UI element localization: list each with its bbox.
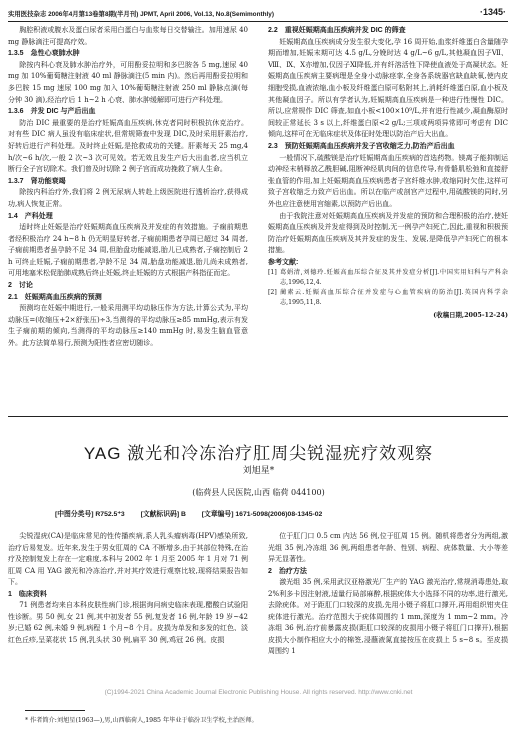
paragraph: 除按内科治疗外,我们将 2 例无尿病人转赴上级医院进行透析治疗,获得成功,病人恢复正常。 (8, 188, 248, 208)
section-heading: 2 讨论 (8, 282, 33, 290)
reference-text: 蔺素云.妊娠高血压综合征并发症与心血管疾病的防治[J].英国内科学杂志,1995,11,8. (280, 289, 508, 307)
reference-text: 葛娟清,刘德玲.妊娠高血压综合征及其并发症分析[J].中国实用妇科与产科杂志,1996,12,4. (280, 269, 508, 287)
article-title: YAG 激光和冷冻治疗肛周尖锐湿疣疗效观察 (83, 444, 434, 463)
paragraph: 预测均在妊娠中期进行,一般采用测平均动脉压作为方法,计算公式为,平均动脉压=(收缩压+2×舒张压)÷3,当测得的平均动脉压≥85 mmHg,表示有发生子痫前期的倾向,当测得的平均动脉压≥140 mmHg 时,易发生脑血管意外。此方法简单易行,预测为阳性者应密切随诊。 (8, 304, 248, 348)
paragraph: 除按内科心衰及肺水肿治疗外，可用酚妥拉明和多巴胺各 5 mg,速尿 40 mg 加 10%葡萄糖注射液 40 ml 静脉滴注(5 min 内)。然后再用酚妥拉明和多巴胺 15 mg 速尿 100 mg 加入 10%葡萄糖注射液 250 ml 静脉点滴(每分钟 30 滴),经治疗后 1 h~2 h 心衰、肺水肿缓解即可进行产科处理。 (8, 60, 248, 104)
right-column-article2 (268, 531, 508, 701)
paragraph: 位于肛门口 0.5 cm 内达 56 例,位于肛周 15 例。随机将患者分为两组,激光组 35 例,冷冻组 36 例,两组患者年龄、性别、病程、疣体数量、大小等差异无显著性。 (268, 532, 508, 563)
section-heading: 1.3.7 肾功能衰竭 (8, 177, 66, 185)
section-heading: 参考文献: (268, 258, 299, 266)
clc-code: [中图分类号] R752.5⁺3 (55, 511, 125, 518)
header-rule (8, 21, 508, 22)
copyright-watermark: (C)1994-2021 China Academic Journal Electronic Publishing House. All rights reserved. http://www.cnki.net (104, 689, 413, 696)
paragraph: 尖锐湿疣(CA)是临床常见的性传播疾病,系人乳头瘤病毒(HPV)感染所致,治疗后易复发。近年来,发生于男女肛周的 CA 不断增多,由于其部位特殊,在治疗及控制复发上存在一定难度,本科与 2002 年 1 月至 2005 年 1 月对 71 例肛周 CA 用 YAG 激光和冷冻治疗,并对其疗效进行观察比较,现将结果报告如下。 (8, 532, 248, 586)
paragraph: 71 例患者均来自本科皮肤性病门诊,根据询问病史临床表现,醋酸白试验阳性诊断。男 50 例,女 21 例,其中初发者 55 例,复发者 16 例,年龄 19 岁~42 岁;已婚 62 例,未婚 9 例,病程 1 个月~8 个月。皮损为单发和多发的红色、淡红色丘疹,呈菜花状 15 例,乳头状 30 例,扁平 30 例,鸡冠 26 例。皮损 (8, 601, 248, 644)
paragraph: 由于我院注意对妊娠期高血压疾病及并发症的预防和合理积极的治疗,使妊娠期高血压疾病及并发症得到及时控制,无一例孕产妇死亡,因此,重视和积极预防治疗妊娠期高血压疾病及其并发症的发生、发展,是降低孕产妇死亡的根本措施。 (268, 211, 508, 255)
section-heading: 2.1 妊娠期高血压疾病的预测 (8, 293, 102, 301)
footnote-rule (25, 710, 85, 711)
paragraph: 防治 DIC 最重要的是治疗妊娠高血压疾病,休克者同时积极抗休克治疗。对有些 DIC 病人虽没有临床症状,但常规筛查中发现 DIC,及时采用肝素治疗,好转后进行产科处理。及时终止妊娠,是抢救成功的关键。肝素每天 25 mg,4 h/次~6 h/次,一般 2 次~3 次可见效。若无效且发生产后大出血者,应当机立断行全子宫切除术。我们曾及时切除 2 例子宫而成功挽救了病人生命。 (8, 118, 248, 174)
running-header (8, 6, 508, 20)
paragraph: 一般情况下,硫酸镁是治疗妊娠期高血压疾病的首选药物。镁离子能抑制运动神经末梢释放乙酰胆碱,阻断神经肌肉间的信息传导,有骨骼肌松弛和直接舒张血管的作用,加上妊娠期高血压疾病患者子宫纤维水肿,收缩同时欠佳,这样可致子宫收缩乏力致产后出血。所以在临产或剖宫产过程中,用硫酸镁的同时,另外也应注意使用宫缩素,以预防产后出血。 (268, 153, 508, 208)
section-divider (8, 416, 508, 417)
received-date: (收稿日期,2005-12-24) (433, 311, 508, 320)
section-heading: 2 治疗方法 (268, 567, 307, 575)
classification-codes (55, 508, 336, 518)
reference-number: [1] (268, 269, 277, 277)
paragraph: 胸腔积液或腹水及蛋白尿者采用白蛋白与血浆每日交替输注。加用速尿 40 mg 静脉滴注可提高疗效。 (8, 26, 248, 46)
section-heading: 1 临床资料 (8, 590, 47, 598)
reference-item (268, 288, 508, 308)
left-column-article1 (8, 25, 248, 410)
reference-item (268, 268, 508, 288)
section-heading: 1.3.5 急性心衰肺水肿 (8, 50, 80, 58)
journal-info: 实用医技杂志 2006年4月第13卷第8期(半月刊) JPMT, April 2006, Vol.13, No.8(Semimonthly) (8, 11, 274, 18)
paragraph: 适时终止妊娠是治疗妊娠期高血压疾病及并发症的有效措施。子痫前期患者经积极治疗 24 h~8 h 仍无明显好转者,子痫前期患者孕周已超过 34 周者,子痫前期患者虽孕龄不足 34 周,但胎盘功能减退,胎儿已成熟者,子痫控制后 2 h 可终止妊娠,子痫前期患者,孕龄不足 34 周,胎盘功能减退,胎儿尚未成熟者,可用地塞米松促胎肺成熟后终止妊娠,终止妊娠的方式根据产科指征而定。 (8, 223, 248, 278)
paragraph: 妊娠期高血压疾病成分发生很大变化,孕 16 周开始,血浆纤维蛋白含量随孕期而增加,妊娠末期可达 4.5 g/L,分娩时达 4 g/L~6 g/L,其他凝血因子Ⅶ、Ⅷ、Ⅸ、Ⅹ亦增加,仅因子Ⅺ降低,并有纤溶活性下降使血液处于高凝状态。妊娠期高血压疾病主要病理是全身小动脉痉挛,全身各系统器官缺血缺氧,使内皮细胞受损,血液浓缩,血小板及纤维蛋白原可粘附其上,消耗纤维蛋白原,血小板及其他凝血因子。所以有学者认为,妊娠期高血压疾病是一种进行性慢性 DIC。所以,应常规作 DIC 筛查,如血小板<100×10⁹/L,并有进行性减少,凝血酶原时间较正常延长 3 s 以上,纤维蛋白原<2 g/L;三项或两项异常即可考虑有 DIC 倾向,这样可在无临床症状及体征时处理以防治产后大出血。 (268, 37, 508, 139)
article-author: 刘旭星* (242, 466, 275, 476)
right-column-article1 (268, 25, 508, 410)
section-heading: 2.2 重视妊娠期高血压疾病并发 DIC 的筛查 (268, 27, 406, 34)
section-heading: 1.4 产科处理 (8, 212, 53, 220)
reference-number: [2] (268, 289, 277, 297)
left-column-article2 (8, 531, 248, 701)
article-id: [文章编号] 1671-5098(2006)08-1345-02 (201, 511, 323, 518)
author-footnote: * 作者简介:刘旭星(1963—),男,山西临荷人,1985 年毕业于临汾卫生学校,主治医师。 (25, 717, 258, 724)
paragraph: 激光组 35 例,采用武汉亚格激光厂生产的 YAG 激光治疗,常规消毒患处,取 2%利多卡因注射液,适量行局部麻醉,根据疣体大小选择不同的功率,进行激光,去除疣体。对于距肛门口较深的皮损,先用小镊子将肛口撑开,再用组织钳夹住疣体进行激光。治疗范围大于疣体周围约 1 mm,深度为 1 mm~2 mm。冷冻组 36 例,治疗前暴露皮损(距肛口较深的皮损用小镊子将肛门口撑开),根据皮损大小制作相应大小的棉签,浸蘸液氮直接按压在皮损上 5 s~8 s。至皮损周围约 1 (268, 578, 508, 655)
section-heading: 2.3 预防妊娠期高血压疾病并发子宫收缩乏力,防治产后出血 (268, 142, 455, 150)
document-code: [文献标识码] B (140, 511, 186, 518)
page-number: ·1345· (479, 7, 506, 17)
article-affiliation: (临荷县人民医院,山西 临荷 044100) (192, 488, 325, 497)
section-heading: 1.3.6 并发 DIC 与产后出血 (8, 108, 96, 116)
